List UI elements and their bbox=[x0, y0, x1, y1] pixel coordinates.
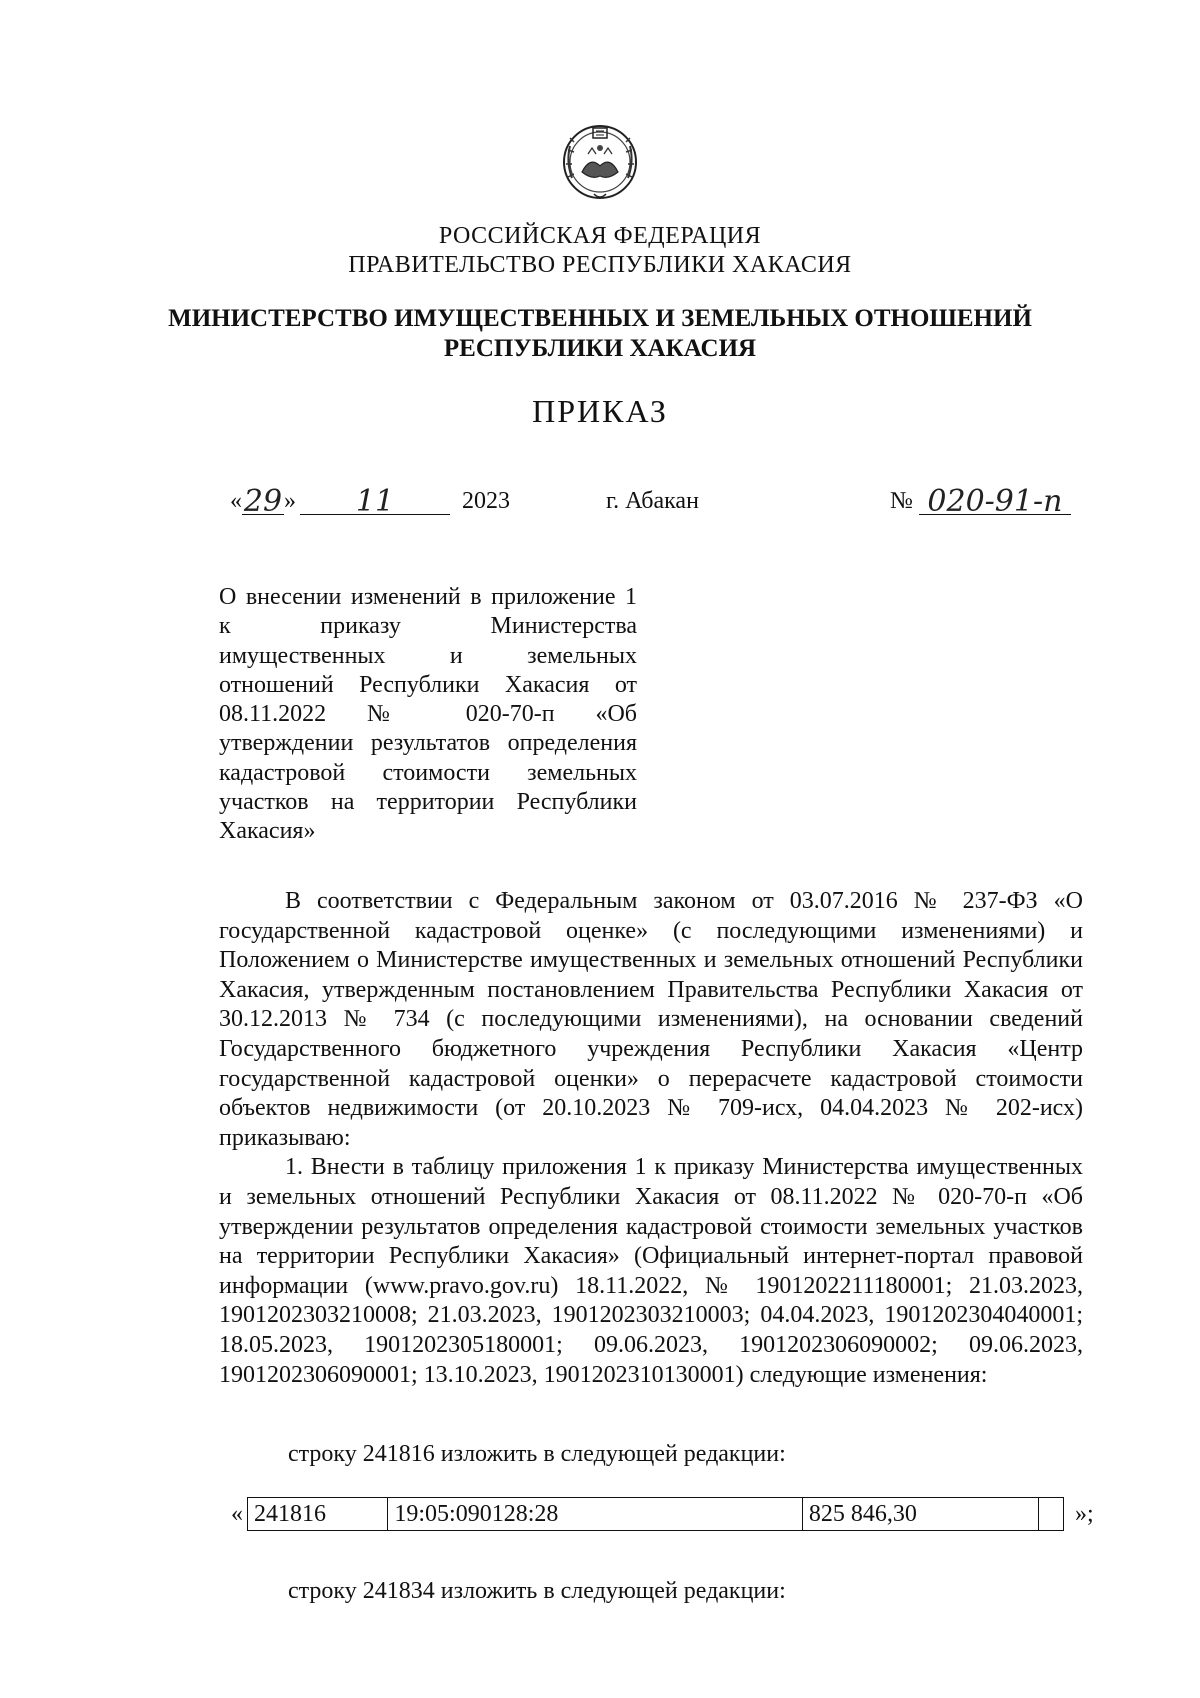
number-sign: № bbox=[890, 488, 913, 514]
document-type: ПРИКАЗ bbox=[532, 393, 668, 429]
ministry-name-line1: МИНИСТЕРСТВО ИМУЩЕСТВЕННЫХ И ЗЕМЕЛЬНЫХ ОТНОШЕНИЙ bbox=[168, 305, 1032, 332]
quote-open: « bbox=[230, 488, 242, 514]
number-value: 020-91-п bbox=[919, 484, 1071, 515]
ministry-name-line2: РЕСПУБЛИКИ ХАКАСИЯ bbox=[443, 335, 757, 362]
khakassia-coat-of-arms-icon bbox=[560, 112, 640, 210]
table-row bbox=[248, 1498, 1064, 1531]
document-city: г. Абакан bbox=[606, 488, 699, 514]
row-quote-open: « bbox=[231, 1501, 243, 1527]
document-date bbox=[230, 484, 510, 518]
country-name: РОССИЙСКАЯ ФЕДЕРАЦИЯ bbox=[438, 223, 762, 249]
date-month: 11 bbox=[300, 484, 450, 515]
body-paragraph-2: 1. Внести в таблицу приложения 1 к приказу Министерства имущественных и земельных отношений Республики Хакасия от 08.11.2022 № 020-70-п «Об утверждении результатов определения кадастровой стоимости земельных участков на территории Республики Хакасия» (Официальный интернет-портал правовой информации (www.pravo.gov.ru) 18.11.2022, № 1901202211180001; 21.03.2023, 1901202303210008; 21.03.2023, 1901202303210003; 04.04.2023, 1901202304040001; 18.05.2023, 1901202305180001; 09.06.2023, 1901202306090002; 09.06.2023, 1901202306090001; 13.10.2023, 1901202310130001) следующие изменения: bbox=[219, 1154, 1083, 1388]
cadastral-number-cell: 19:05:090128:28 bbox=[388, 1498, 802, 1531]
amendment-intro-1: строку 241816 изложить в следующей редакции: bbox=[288, 1441, 786, 1467]
row-number-cell: 241816 bbox=[248, 1498, 388, 1531]
date-year: 2023 bbox=[462, 488, 510, 514]
date-day: 29 bbox=[243, 484, 283, 519]
document-body bbox=[219, 887, 1083, 1390]
document-subject: О внесении изменений в приложение 1 к приказу Министерства имущественных и земельных отношений Республики Хакасия от 08.11.2022 № 020-70-п «Об утверждении результатов определения кадастровой стоимости земельных участков на территории Республики Хакасия» bbox=[219, 584, 637, 845]
document-number bbox=[890, 484, 1071, 518]
government-name: ПРАВИТЕЛЬСТВО РЕСПУБЛИКИ ХАКАСИЯ bbox=[348, 252, 852, 278]
cadastral-value-cell: 825 846,30 bbox=[802, 1498, 1038, 1531]
body-paragraph-1: В соответствии с Федеральным законом от 03.07.2016 № 237-ФЗ «О государственной кадастровой оценке» (с последующими изменениями) и Положением о Министерстве имущественных и земельных отношений Республики Хакасия, утвержденным постановлением Правительства Республики Хакасия от 30.12.2013 № 734 (с последующими изменениями), на основании сведений Государственного бюджетного учреждения Республики Хакасия «Центр государственной кадастровой оценки» о перерасчете кадастровой стоимости объектов недвижимости (от 20.10.2023 № 709-исх, 04.04.2023 № 202-исх) приказываю: bbox=[219, 888, 1083, 1151]
row-quote-close: »; bbox=[1075, 1501, 1094, 1527]
quote-close: » bbox=[284, 488, 296, 514]
amendment-intro-2: строку 241834 изложить в следующей редакции: bbox=[288, 1578, 786, 1604]
amendment-table-1 bbox=[247, 1497, 1064, 1531]
coat-of-arms bbox=[560, 112, 640, 210]
empty-cell bbox=[1039, 1498, 1064, 1531]
